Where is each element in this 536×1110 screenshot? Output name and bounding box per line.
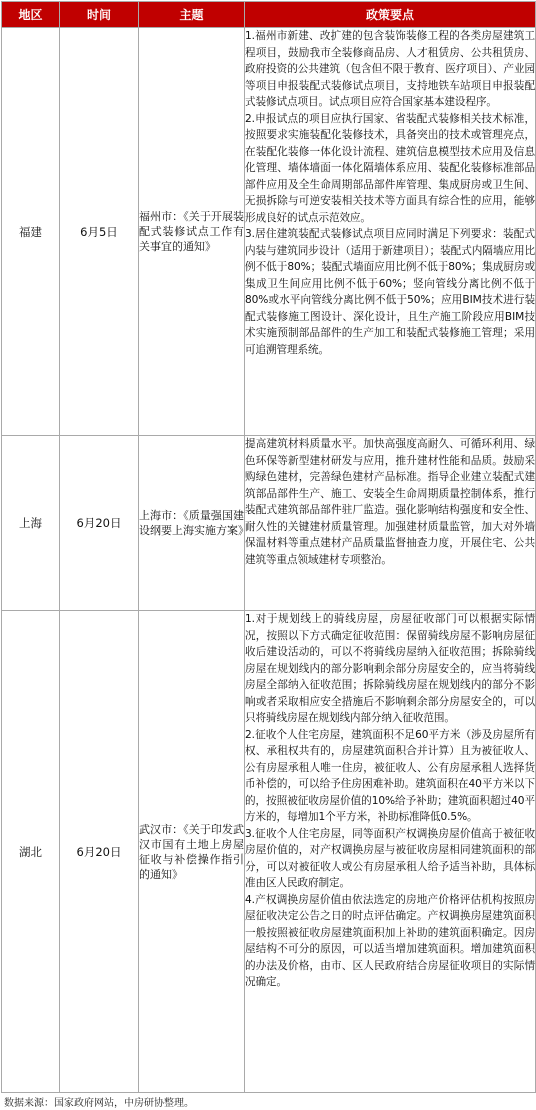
cell-date: 6月20日 <box>60 611 139 1093</box>
cell-points <box>245 611 536 1093</box>
policy-point: 2.征收个人住宅房屋，建筑面积不足60平方米（涉及房屋所有权、承租权共有的，房屋建筑面积合并计算）且为被征收人、公有房屋承租人唯一住房，被征收人、公有房屋承租人选择货币补偿的，可以给予住房困难补助。建筑面积在40平方米以下的，按照被征收房屋价值的10%给予补助；建筑面积超过40平方米的，每增加1个平方米，补助标准降低0.5%。 <box>245 728 535 823</box>
policy-point: 提高建筑材料质量水平。加快高强度高耐久、可循环利用、绿色环保等新型建材研发与应用，推升建材性能和品质。鼓励采购绿色建材，完善绿色建材产品标准。指导企业建立装配式建筑部品部件生产、施工、安装全生命周期质量控制体系，推行装配式建筑部品部件驻厂监造。强化影响结构强度和安全性、耐久性的关键建材质量管理。加强建材质量监管，加大对外墙保温材料等重点建材产品质量监督抽查力度，开展住宅、公共建筑等重点领域建材专项整治。 <box>245 438 535 566</box>
policy-point: 4.产权调换房屋价值由依法选定的房地产价格评估机构按照房屋征收决定公告之日的时点评估确定。产权调换房屋建筑面积一般按照被征收房屋建筑面积加上补助的建筑面积确定。因房屋结构不可分的原因，可以适当增加建筑面积。增加建筑面积的办法及价格，由市、区人民政府结合房屋征收项目的实际情况确定。 <box>245 893 535 988</box>
table-header-row <box>2 2 536 28</box>
cell-topic: 上海市：《质量强国建设纲要上海实施方案》 <box>139 436 245 611</box>
cell-region: 上海 <box>2 436 60 611</box>
cell-region: 福建 <box>2 28 60 436</box>
cell-points <box>245 28 536 436</box>
policy-point: 3.居住建筑装配式装修试点项目应同时满足下列要求：装配式内装与建筑同步设计（适用于新建项目）；装配式内隔墙应用比例不低于80%；装配式墙面应用比例不低于80%；集成厨房或集成卫生间应用比例不低于60%；竖向管线分离比例不低于80%或水平向管线分离比例不低于50%；应用BIM技术进行装配式装修施工图设计、深化设计，且生产施工阶段应用BIM技术实施预制部品部件的生产加工和装配式装修施工管理；采用可追溯管理系统。 <box>245 228 535 356</box>
source-note: 数据来源：国家政府网站，中房研协整理。 <box>4 1098 194 1109</box>
table-row <box>2 28 536 436</box>
cell-topic: 福州市：《关于开展装配式装修试点工作有关事宜的通知》 <box>139 28 245 436</box>
policy-point: 2.申报试点的项目应执行国家、省装配式装修相关技术标准，按照要求实施装配化装修技术，具备突出的技术或管理亮点，在装配化装修一体化设计流程、建筑信息模型技术应用及信息化管理、墙体墙面一体化隔墙体系应用、装配化装修标准部品部件应用及全生命周期部品部件库管理、集成厨房或卫生间、无损拆除与可逆安装相关技术等方面具有综合性的应用，能够形成良好的试点示范效应。 <box>245 112 535 224</box>
policy-table <box>1 1 536 1093</box>
table-row <box>2 436 536 611</box>
policy-point: 1.福州市新建、改扩建的包含装饰装修工程的各类房屋建筑工程项目，鼓励我市全装修商品房、人才租赁房、公共租赁房、政府投资的公共建筑（包含但不限于教育、医疗项目）、产业园等项目申报装配式装修试点项目，支持地铁车站项目申报装配式装修试点项目。试点项目应符合国家基本建设程序。 <box>245 30 535 108</box>
cell-points <box>245 436 536 611</box>
policy-point: 1.对于规划线上的骑线房屋，房屋征收部门可以根据实际情况，按照以下方式确定征收范围：保留骑线房屋不影响房屋征收后建设活动的，可以不将骑线房屋纳入征收范围；拆除骑线房屋在规划线内的部分影响剩余部分房屋安全的，应当将骑线房屋全部纳入征收范围；拆除骑线房屋在规划线内的部分不影响或者采取相应安全措施后不影响剩余部分房屋安全的，可以只将骑线房屋在规划线内部分纳入征收范围。 <box>245 613 535 724</box>
policy-point: 3.征收个人住宅房屋，同等面积产权调换房屋价值高于被征收房屋价值的，对产权调换房屋与被征收房屋相同建筑面积的部分，可以对被征收人或公有房屋承租人给予适当补助，具体标准由区人民政府制定。 <box>245 827 535 889</box>
cell-date: 6月5日 <box>60 28 139 436</box>
cell-date: 6月20日 <box>60 436 139 611</box>
header-date: 时间 <box>60 2 139 28</box>
header-points: 政策要点 <box>245 2 536 28</box>
cell-topic: 武汉市：《关于印发武汉市国有土地上房屋征收与补偿操作指引的通知》 <box>139 611 245 1093</box>
cell-region: 湖北 <box>2 611 60 1093</box>
table-row <box>2 611 536 1093</box>
header-topic: 主题 <box>139 2 245 28</box>
header-region: 地区 <box>2 2 60 28</box>
